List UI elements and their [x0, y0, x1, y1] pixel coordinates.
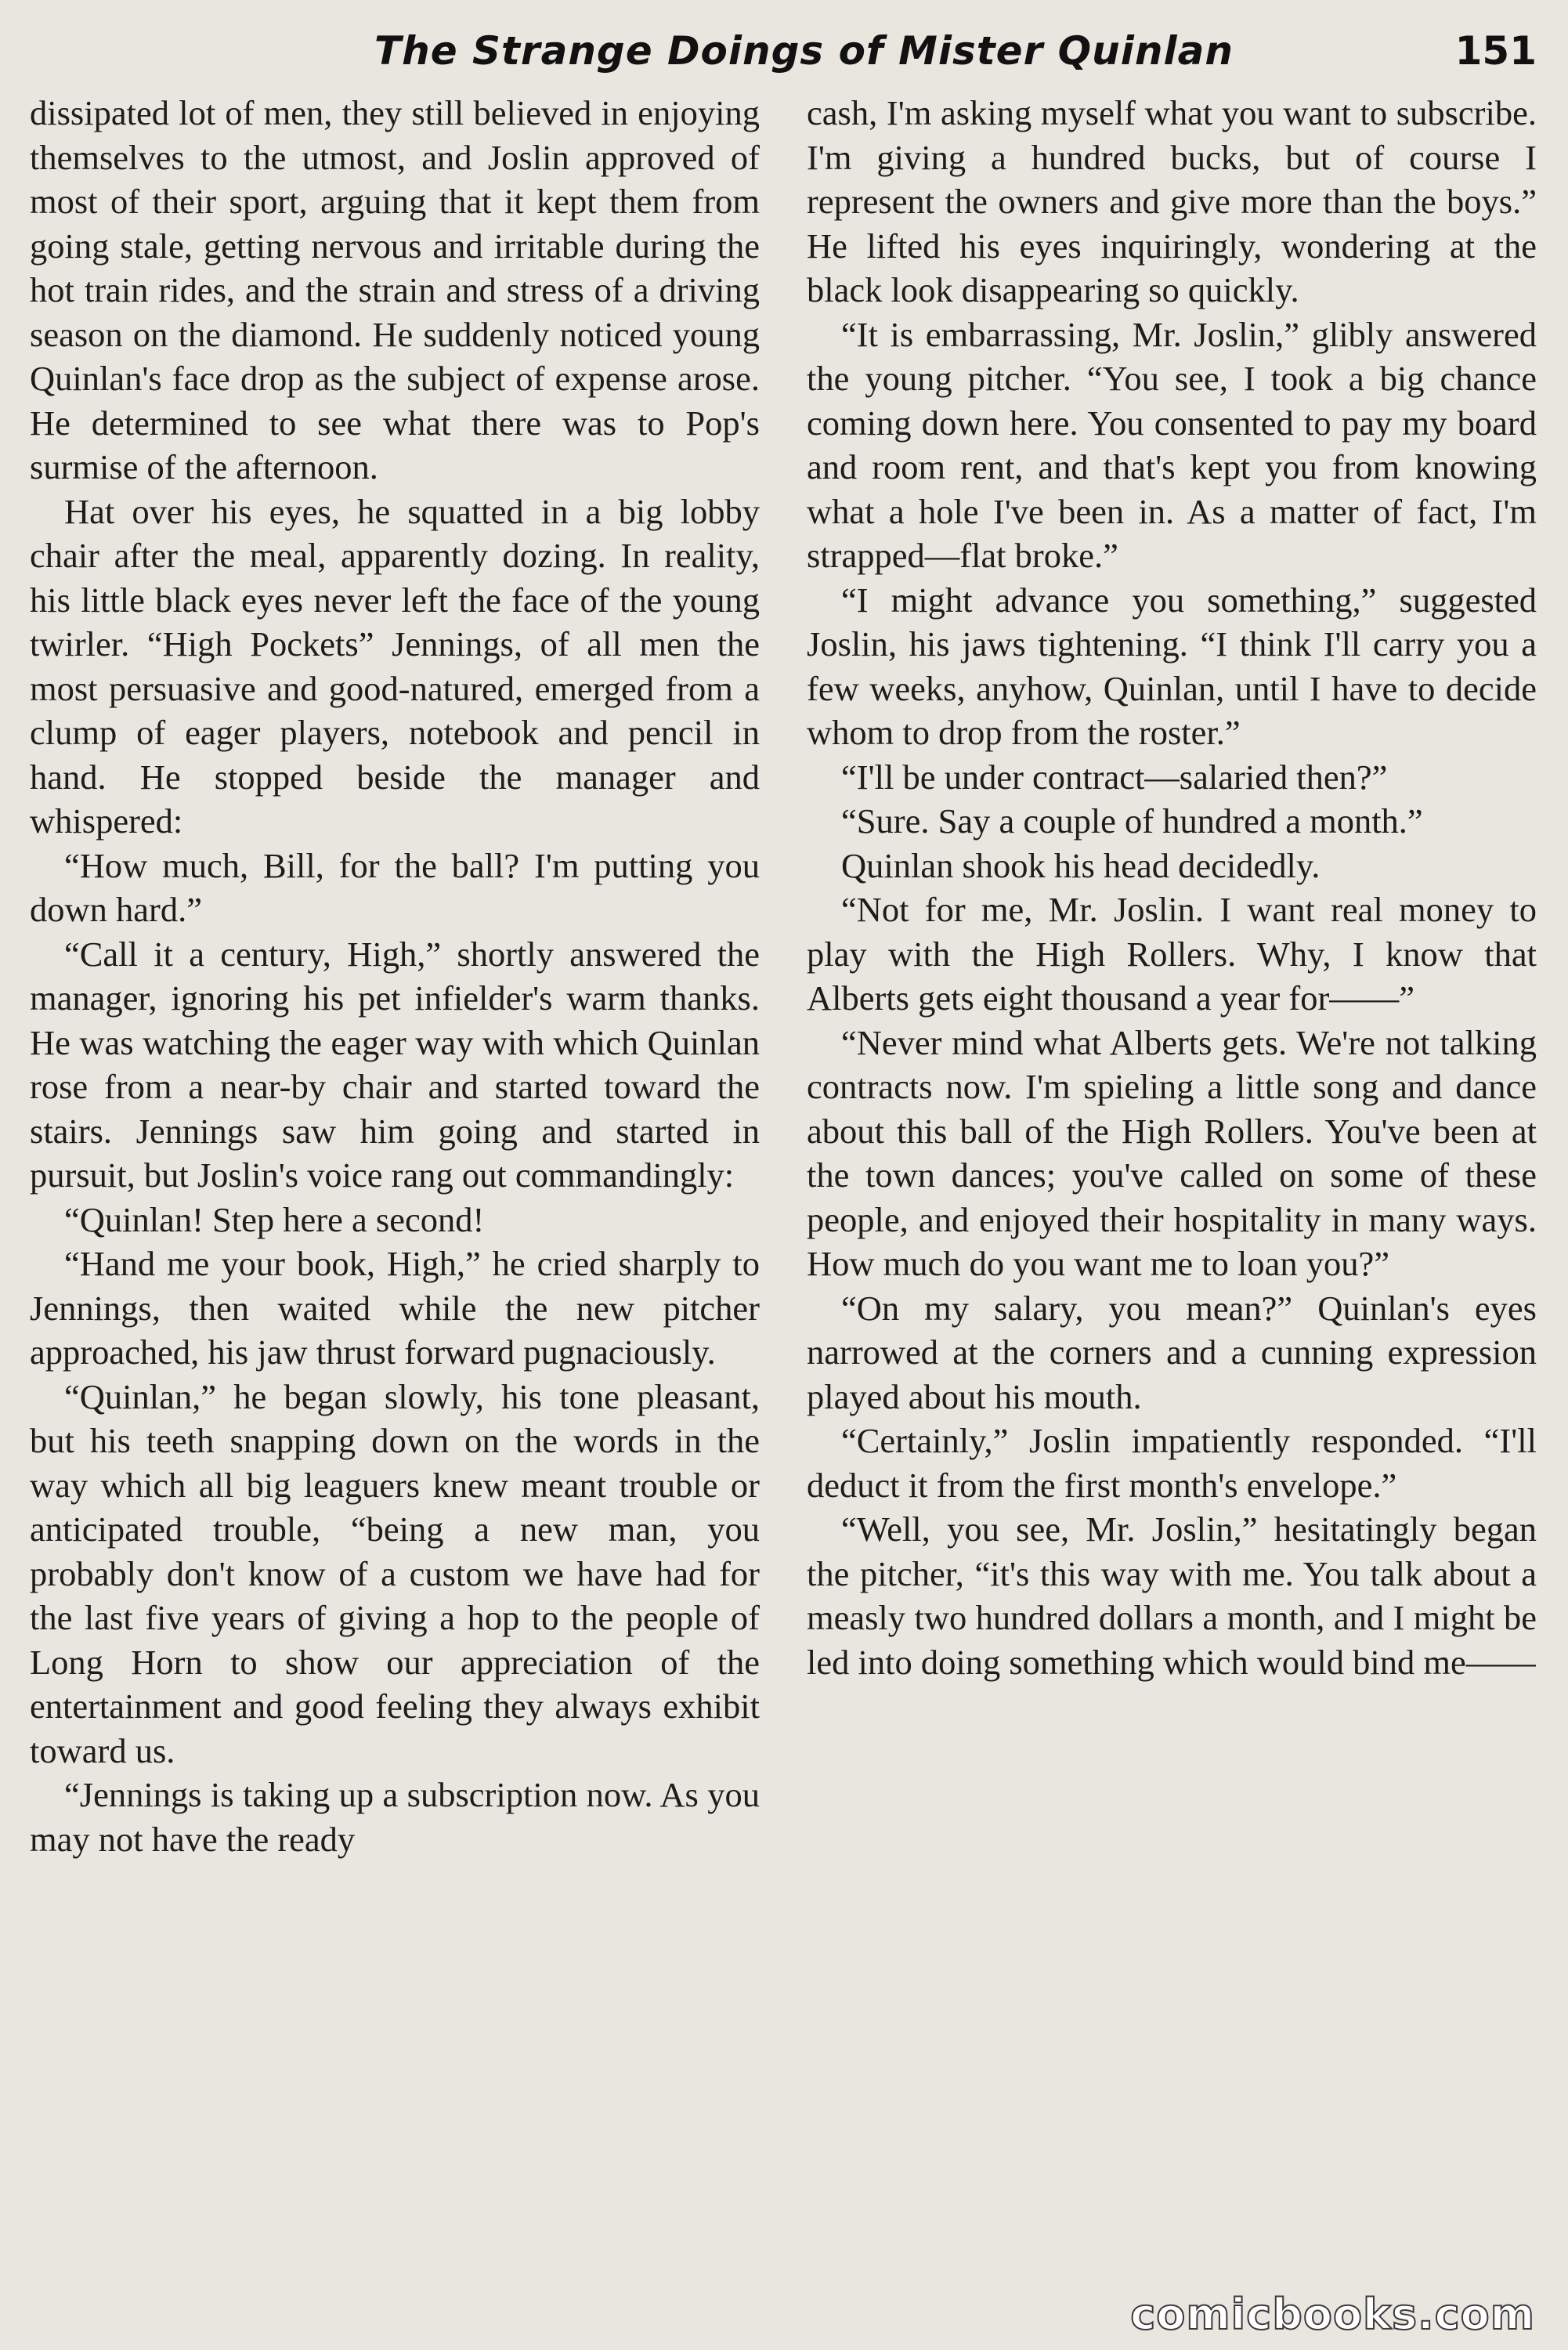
paragraph: “Well, you see, Mr. Joslin,” hesitatingly began the pitcher, “it's this way with me. You talk about a measly two hundred dollars a month, and I might be led into doing something which would bind me——: [807, 1509, 1537, 1682]
paragraph: “Hand me your book, High,” he cried sharply to Jennings, then waited while the new pitcher approached, his jaw thrust forward pugnaciously.: [30, 1244, 760, 1372]
paragraph: “I'll be under contract—salaried then?”: [841, 757, 1388, 797]
paragraph: “Never mind what Alberts gets. We're not talking contracts now. I'm spieling a little song and dance about this ball of the High Rollers. You've been at the town dances; you've called on some of these people, and enjoyed their hospitality in many ways. How much do you want me to loan you?”: [807, 1022, 1537, 1283]
paragraph: Quinlan shook his head decidedly.: [841, 845, 1321, 885]
left-column: [30, 91, 760, 1861]
paragraph: “I might advance you something,” suggested Joslin, his jaws tightening. “I think I'll carry you a few weeks, anyhow, Quinlan, until I have to decide whom to drop from the roster.”: [807, 580, 1537, 752]
paragraph: “Call it a century, High,” shortly answered the manager, ignoring his pet infielder's warm thanks. He was watching the eager way with which Quinlan rose from a near-by chair and started toward the stairs. Jennings saw him going and started in pursuit, but Joslin's voice rang out commandingly:: [30, 934, 760, 1195]
paragraph: “On my salary, you mean?” Quinlan's eyes narrowed at the corners and a cunning expression played about his mouth.: [807, 1288, 1537, 1416]
page-number: 151: [1454, 28, 1537, 74]
paragraph: “Certainly,” Joslin impatiently responded. “I'll deduct it from the first month's envelope.”: [807, 1421, 1537, 1505]
paragraph: “It is embarrassing, Mr. Joslin,” glibly answered the young pitcher. “You see, I took a big chance coming down here. You consented to pay my board and room rent, and that's kept you from knowing what a hole I've been in. As a matter of fact, I'm strapped—flat broke.”: [807, 314, 1537, 575]
paragraph: Hat over his eyes, he squatted in a big lobby chair after the meal, apparently dozing. In reality, his little black eyes never left the face of the young twirler. “High Pockets” Jennings, of all men the most persuasive and good-natured, emerged from a clump of eager players, notebook and pencil in hand. He stopped beside the manager and whispered:: [30, 491, 760, 841]
running-title: The Strange Doings of Mister Quinlan: [374, 28, 1234, 74]
page-header: [30, 28, 1537, 85]
paragraph: “Jennings is taking up a subscription now. As you may not have the ready: [30, 1775, 760, 1859]
paragraph: “Sure. Say a couple of hundred a month.”: [841, 801, 1423, 841]
paragraph: cash, I'm asking myself what you want to subscribe. I'm giving a hundred bucks, but of course I represent the owners and give more than the boys.” He lifted his eyes inquiringly, wondering at the black look disappearing so quickly.: [807, 93, 1537, 309]
paragraph: “How much, Bill, for the ball? I'm putting you down hard.”: [30, 845, 760, 929]
watermark-logo: comicbooks.com: [1130, 2290, 1535, 2339]
right-column: [807, 91, 1537, 1861]
paragraph: “Quinlan,” he began slowly, his tone pleasant, but his teeth snapping down on the words in the way which all big leaguers knew meant trouble or anticipated trouble, “being a new man, you probably don't know of a custom we have had for the last five years of giving a hop to the people of Long Horn to show our appreciation of the entertainment and good feeling they always exhibit toward us.: [30, 1376, 760, 1770]
paragraph: dissipated lot of men, they still believed in enjoying themselves to the utmost, and Joslin approved of most of their sport, arguing that it kept them from going stale, getting nervous and irritable during the hot train rides, and the strain and stress of a driving season on the diamond. He suddenly noticed young Quinlan's face drop as the subject of expense arose. He determined to see what there was to Pop's surmise of the afternoon.: [30, 93, 760, 486]
paragraph: “Quinlan! Step here a second!: [64, 1199, 485, 1239]
text-columns: [30, 91, 1537, 1861]
paragraph: “Not for me, Mr. Joslin. I want real money to play with the High Rollers. Why, I know that Alberts gets eight thousand a year for——”: [807, 890, 1537, 1018]
